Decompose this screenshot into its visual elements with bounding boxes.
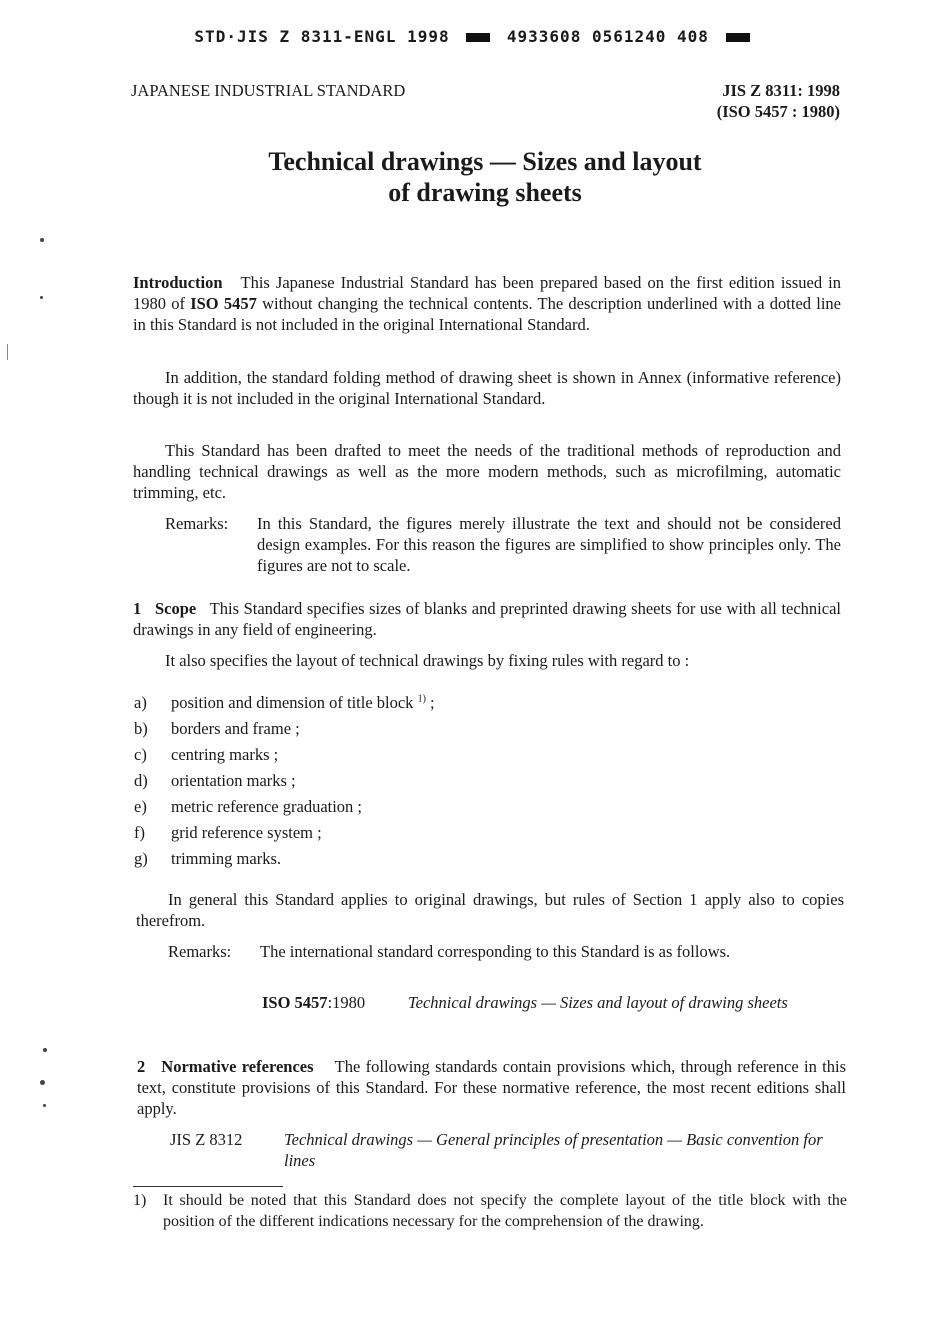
iso-number: (ISO 5457 : 1980) bbox=[716, 102, 840, 121]
standard-label: JAPANESE INDUSTRIAL STANDARD bbox=[131, 81, 406, 100]
normative-heading: Normative references bbox=[161, 1057, 314, 1076]
scan-mark bbox=[7, 344, 8, 360]
title-line-2: of drawing sheets bbox=[388, 178, 582, 207]
scope-number: 1 bbox=[133, 599, 142, 618]
layout-rules-list bbox=[134, 692, 435, 874]
remarks-text: The international standard corresponding to this Standard is as follows. bbox=[260, 942, 731, 961]
scope-paragraph bbox=[133, 598, 841, 640]
scope-heading: Scope bbox=[154, 599, 197, 618]
scan-mark bbox=[40, 238, 44, 242]
list-item: a) position and dimension of title block $^{1)}$ ; bbox=[134, 693, 435, 712]
remarks-label: Remarks: bbox=[168, 942, 232, 961]
introduction-text-b: without changing the technical contents. The description underlined with a dotted line in this Standard is not included in the original International Standard. bbox=[133, 294, 842, 334]
copies-paragraph: In general this Standard applies to original drawings, but rules of Section 1 apply also to copies therefrom. bbox=[136, 890, 844, 930]
list-item: c) centring marks ; bbox=[134, 745, 279, 764]
jis-reference-entry bbox=[170, 1129, 846, 1171]
document-code-right: 4933608 0561240 408 bbox=[506, 27, 709, 46]
list-item: b) borders and frame ; bbox=[134, 719, 300, 738]
document-code-left: STD·JIS Z 8311-ENGL 1998 bbox=[194, 27, 450, 46]
normative-text: The following standards contain provisions which, through reference in this text, constitute provisions of this Standard. For these normative reference, the most recent editions shall apply. bbox=[137, 1057, 847, 1118]
list-item: f) grid reference system ; bbox=[134, 823, 322, 842]
standard-number bbox=[717, 80, 840, 122]
introduction-heading: Introduction bbox=[133, 273, 223, 292]
footnote-mark: 1) bbox=[133, 1192, 147, 1209]
jis-reference-code: JIS Z 8312 bbox=[170, 1130, 243, 1149]
scope-text: This Standard specifies sizes of blanks and preprinted drawing sheets for use with all technical drawings in any field of engineering. bbox=[133, 599, 841, 639]
remarks-text: In this Standard, the figures merely illustrate the text and should not be considered design examples. For this reason the figures are simplified to show principles only. The figures are not to scale. bbox=[257, 514, 841, 575]
normative-number: 2 bbox=[137, 1057, 146, 1076]
footnote-rule bbox=[133, 1186, 283, 1187]
jis-reference-title: Technical drawings — General principles of presentation — Basic convention for lines bbox=[284, 1130, 823, 1170]
scan-mark bbox=[40, 1080, 45, 1085]
iso-reference-title: Technical drawings — Sizes and layout of drawing sheets bbox=[408, 993, 788, 1012]
scan-mark bbox=[43, 1048, 47, 1052]
scan-mark bbox=[43, 1104, 46, 1107]
document-title bbox=[0, 146, 950, 208]
jis-number: JIS Z 8311: 1998 bbox=[722, 81, 840, 100]
footnote-ref: 1) bbox=[417, 693, 426, 705]
barcode-block bbox=[466, 33, 490, 42]
iso-reference-entry bbox=[262, 992, 844, 1013]
title-line-1: Technical drawings — Sizes and layout bbox=[268, 147, 702, 176]
barcode-block bbox=[726, 33, 750, 42]
remarks-label: Remarks: bbox=[165, 514, 229, 533]
annex-paragraph: In addition, the standard folding method of drawing sheet is shown in Annex (informative reference) though it is not included in the original International Standard. bbox=[133, 368, 841, 408]
layout-rules-intro: It also specifies the layout of technical drawings by fixing rules with regard to : bbox=[165, 651, 690, 670]
document-code-header bbox=[0, 26, 950, 47]
list-item: g) trimming marks. bbox=[134, 849, 281, 868]
list-item: e) metric reference graduation ; bbox=[134, 797, 363, 816]
introduction-paragraph bbox=[133, 272, 841, 335]
iso-reference-code: ISO 5457:1980 bbox=[262, 993, 366, 1012]
introduction-text-a: This Japanese Industrial Standard has been prepared based on the first edition issued in 1980 of bbox=[133, 273, 841, 313]
iso-reference: ISO 5457 bbox=[190, 294, 257, 313]
scan-mark bbox=[40, 296, 43, 299]
normative-paragraph bbox=[137, 1056, 846, 1119]
footnote-text: It should be noted that this Standard does not specify the complete layout of the title block with the position of the different indications necessary for the comprehension of the drawing. bbox=[163, 1192, 847, 1230]
drafting-paragraph: This Standard has been drafted to meet the needs of the traditional methods of reproduction and handling technical drawings as well as the more modern methods, such as microfilming, automatic trimming, etc. bbox=[133, 441, 841, 502]
list-item: d) orientation marks ; bbox=[134, 771, 296, 790]
intro-remarks bbox=[165, 513, 841, 576]
scope-remarks bbox=[168, 941, 844, 962]
footnote bbox=[133, 1190, 847, 1232]
